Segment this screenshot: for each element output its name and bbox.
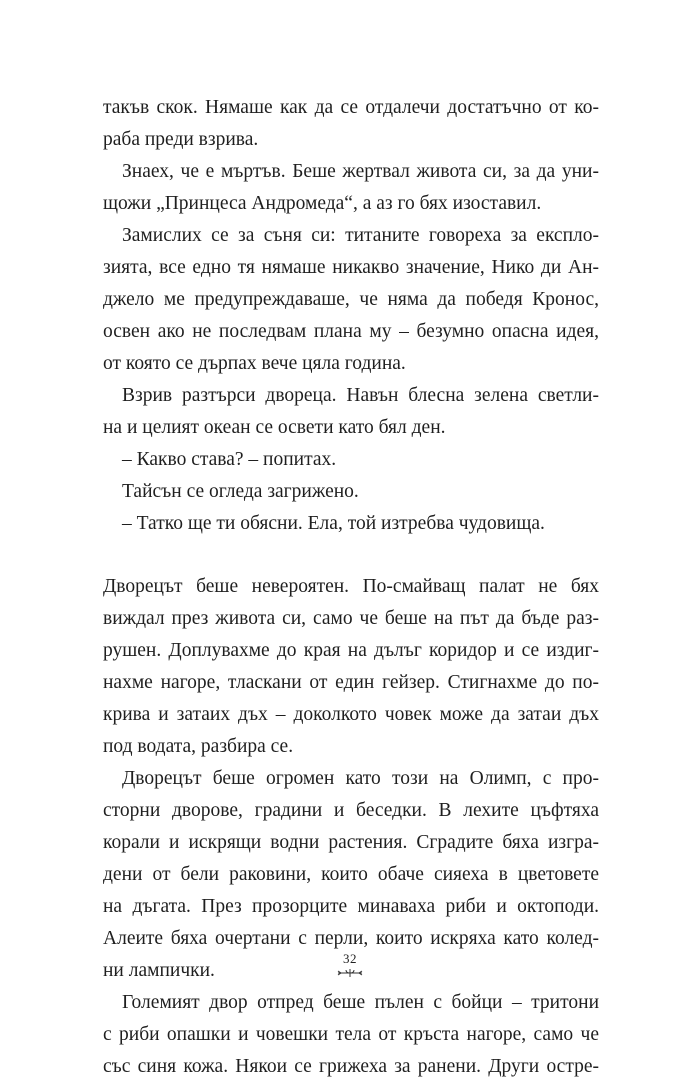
text-line: на дъгата. През прозорците минаваха риби и октоподи. [103, 896, 599, 917]
text-line: от която се дърпах вече цяла година. [103, 353, 406, 374]
text-line: Алеите бяха очертани с перли, които искряха като колед- [103, 928, 599, 949]
text-line: такъв скок. Нямаше как да се отдалечи достатъчно от ко- [103, 97, 599, 118]
text-line: – Какво става? – попитах. [122, 449, 337, 470]
text-line: Взрив разтърси двореца. Навън блесна зелена светли- [122, 385, 599, 406]
text-line: рушен. Доплувахме до края на дълъг коридор и се издиг- [103, 640, 599, 661]
text-line: дени от бели раковини, които обаче сияеха в цветовете [103, 864, 599, 885]
text-line: раба преди взрива. [103, 129, 259, 150]
text-line: Замислих се за съня си: титаните говореха за експло- [122, 225, 599, 246]
text-line: виждал през живота си, само че беше на път да бъде раз- [103, 608, 599, 629]
text-line: Дворецът беше огромен като този на Олимп, с про- [122, 768, 599, 789]
text-line: корали и искрящи водни растения. Сградите бяха изгра- [103, 832, 599, 853]
text-line: джело ме предупреждаваше, че няма да победя Кронос, [103, 289, 599, 310]
text-line: – Татко ще ти обясни. Ела, той изтребва чудовища. [122, 513, 545, 534]
page-footer [0, 952, 700, 978]
text-line: сторни дворове, градини и беседки. В лехите цъфтяха [103, 800, 599, 821]
trident-ornament-icon [335, 968, 365, 978]
section-break [103, 540, 599, 571]
text-line: Знаех, че е мъртъв. Беше жертвал живота си, за да уни- [122, 161, 599, 182]
text-line: ни лампички. [103, 960, 215, 981]
text-line: с риби опашки и човешки тела от кръста нагоре, само че [103, 1024, 599, 1045]
text-line: Дворецът беше невероятен. По-смайващ палат не бях [103, 576, 599, 597]
text-line: нахме нагоре, тласкани от един гейзер. Стигнахме до по- [103, 672, 599, 693]
text-line: на и целият океан се освети като бял ден. [103, 417, 446, 438]
body-text [103, 92, 599, 1083]
text-line: Тайсън се огледа загрижено. [122, 481, 359, 502]
text-line: освен ако не последвам плана му – безумно опасна идея, [103, 321, 599, 342]
text-line: със синя кожа. Някои се грижеха за ранени. Други остре- [103, 1056, 599, 1077]
text-line: под водата, разбира се. [103, 736, 294, 757]
text-line: щожи „Принцеса Андромеда“, а аз го бях изоставил. [103, 193, 542, 214]
text-line: крива и затаих дъх – доколкото човек може да затаи дъх [103, 704, 599, 725]
page-number: 32 [343, 951, 357, 966]
text-line: Големият двор отпред беше пълен с бойци – тритони [122, 992, 599, 1013]
text-line: зията, все едно тя нямаше никакво значение, Нико ди Ан- [103, 257, 599, 278]
